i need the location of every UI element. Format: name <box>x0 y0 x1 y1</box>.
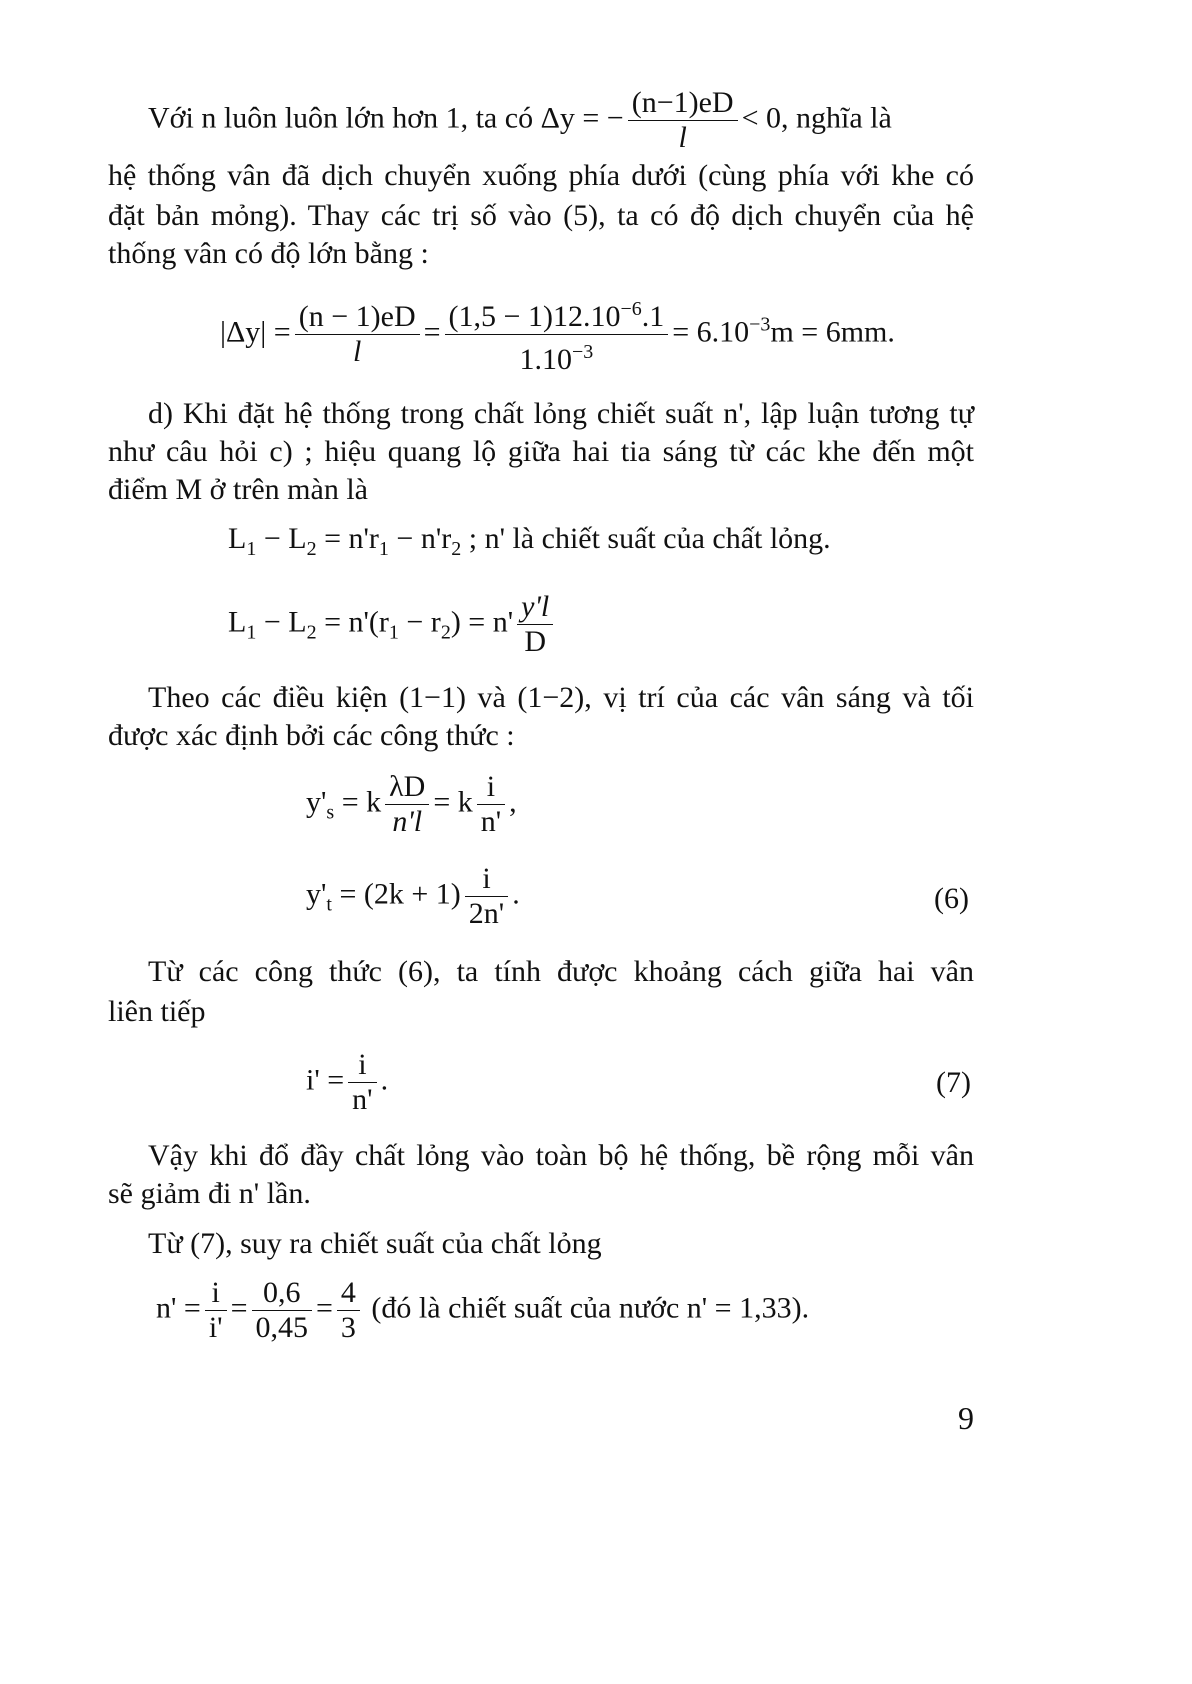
page-number: 9 <box>958 1400 974 1436</box>
text: L <box>228 522 247 555</box>
fraction-numerator: (n−1)eD <box>628 86 738 121</box>
subscript: 1 <box>378 538 389 560</box>
fraction-numerator: i <box>348 1048 376 1083</box>
text: , <box>509 785 517 819</box>
paragraph-2-line-3: điểm M ở trên màn là <box>108 473 368 506</box>
paragraph-1-first-line <box>148 86 978 155</box>
subscript: 2 <box>306 538 317 560</box>
subscript: 2 <box>306 621 317 644</box>
text: − L <box>256 605 307 639</box>
paragraph-2-line-2: như câu hỏi c) ; hiệu quang lộ giữa hai tia sáng từ các khe đến một <box>108 435 974 468</box>
exponent: −3 <box>749 313 771 336</box>
fraction-numerator: i <box>205 1276 227 1311</box>
text: y' <box>306 785 327 819</box>
subscript: 1 <box>246 621 257 644</box>
fraction-dy <box>628 86 738 155</box>
fraction-numerator: 0,6 <box>252 1276 313 1311</box>
text: − n'r <box>388 522 452 555</box>
subscript: 1 <box>246 538 257 560</box>
fraction-numerator: y'l <box>517 590 553 625</box>
fraction-numerator: i <box>465 862 508 897</box>
text: = 6.10 <box>672 315 750 349</box>
fraction <box>517 590 553 659</box>
text: = n'r <box>316 522 379 555</box>
text: . <box>512 877 520 911</box>
text: (1,5 − 1)12.10 <box>448 300 621 333</box>
fraction-denominator: n' <box>352 1083 373 1116</box>
equation-bright-fringe <box>306 770 517 839</box>
equation-number: (6) <box>934 882 969 915</box>
equals-sign: = <box>230 1291 248 1325</box>
fraction-denominator <box>445 335 669 377</box>
fraction-numerator <box>445 292 669 335</box>
text: (đó là chiết suất của nước n' = 1,33). <box>371 1291 810 1325</box>
equation-lhs: |Δy| = <box>220 315 291 349</box>
equals-sign: = <box>316 1291 333 1325</box>
text: n' = <box>156 1291 201 1325</box>
text: = (2k + 1) <box>331 877 461 911</box>
text: .1 <box>641 300 665 333</box>
fraction <box>295 300 420 369</box>
text: = k <box>334 785 382 819</box>
fraction-denominator: n'l <box>392 805 423 838</box>
paragraph-3-line-1: Theo các điều kiện (1−1) và (1−2), vị trí của các vân sáng và tối <box>148 681 974 714</box>
fraction <box>337 1276 360 1345</box>
paragraph-4-line-1: Từ các công thức (6), ta tính được khoảng cách giữa hai vân <box>148 955 974 988</box>
fraction-numerator: 4 <box>337 1276 360 1311</box>
text: ; n' là chiết suất của chất lỏng. <box>461 522 831 555</box>
paragraph-3-line-2: được xác định bởi các công thức : <box>108 719 515 752</box>
paragraph-5-line-1: Vậy khi đổ đầy chất lỏng vào toàn bộ hệ thống, bề rộng mỗi vân <box>148 1139 974 1172</box>
paragraph-4-line-2: liên tiếp <box>108 995 206 1028</box>
fraction <box>348 1048 376 1117</box>
fraction <box>205 1276 227 1345</box>
equals-sign: = <box>423 315 441 349</box>
fraction <box>477 770 505 839</box>
paragraph-5-line-2: sẽ giảm đi n' lần. <box>108 1177 311 1210</box>
paragraph-1-line-4: thống vân có độ lớn bằng : <box>108 237 429 270</box>
subscript: t <box>326 893 332 916</box>
fraction-denominator: n' <box>480 805 502 838</box>
equation-delta-y <box>220 292 895 377</box>
paragraph-6-line-1: Từ (7), suy ra chiết suất của chất lỏng <box>148 1227 602 1260</box>
text: Với n luôn luôn lớn hơn 1, ta có Δy = − <box>148 101 624 135</box>
exponent: −3 <box>572 341 594 363</box>
fraction <box>445 292 669 377</box>
text: = k <box>433 785 473 819</box>
paragraph-1-line-2: hệ thống vân đã dịch chuyển xuống phía dưới (cùng phía với khe có <box>108 159 974 192</box>
paragraph-2-line-1: d) Khi đặt hệ thống trong chất lỏng chiết suất n', lập luận tương tự <box>148 397 974 430</box>
equation-refractive-index <box>156 1276 809 1345</box>
text: m = 6mm. <box>770 315 895 349</box>
equation-number: (7) <box>936 1066 971 1099</box>
fraction <box>465 862 508 931</box>
text: . <box>380 1063 389 1097</box>
text: y' <box>306 877 327 911</box>
fraction-numerator: λD <box>385 770 429 805</box>
fraction-denominator: D <box>524 625 547 658</box>
text: = n'(r <box>316 605 389 639</box>
text: 1.10 <box>519 343 572 376</box>
fraction-denominator: i' <box>208 1311 223 1344</box>
fraction-numerator: i <box>477 770 505 805</box>
fraction-denominator: 2n' <box>468 897 505 930</box>
exponent: −6 <box>620 298 642 320</box>
subscript: 1 <box>388 621 399 644</box>
fraction-numerator: (n − 1)eD <box>295 300 420 335</box>
subscript: s <box>326 801 335 824</box>
equation-optical-path-1 <box>228 522 831 561</box>
text: < 0, nghĩa là <box>741 101 892 135</box>
equation-dark-fringe <box>306 862 520 931</box>
text: L <box>228 605 247 639</box>
fraction <box>252 1276 313 1345</box>
fraction-denominator: l <box>353 335 362 368</box>
text: ) = n' <box>450 605 514 639</box>
equation-optical-path-2 <box>228 590 557 659</box>
subscript: 2 <box>440 621 451 644</box>
text: − L <box>256 522 307 555</box>
text: i' = <box>306 1063 345 1097</box>
equation-fringe-spacing <box>306 1048 388 1117</box>
subscript: 2 <box>451 538 462 560</box>
paragraph-1-line-3: đặt bản mỏng). Thay các trị số vào (5), ta có độ dịch chuyển của hệ <box>108 199 974 232</box>
fraction-denominator: 0,45 <box>255 1311 308 1344</box>
fraction-denominator: l <box>678 121 687 154</box>
fraction <box>385 770 429 839</box>
fraction-denominator: 3 <box>340 1311 356 1344</box>
text: − r <box>398 605 441 639</box>
